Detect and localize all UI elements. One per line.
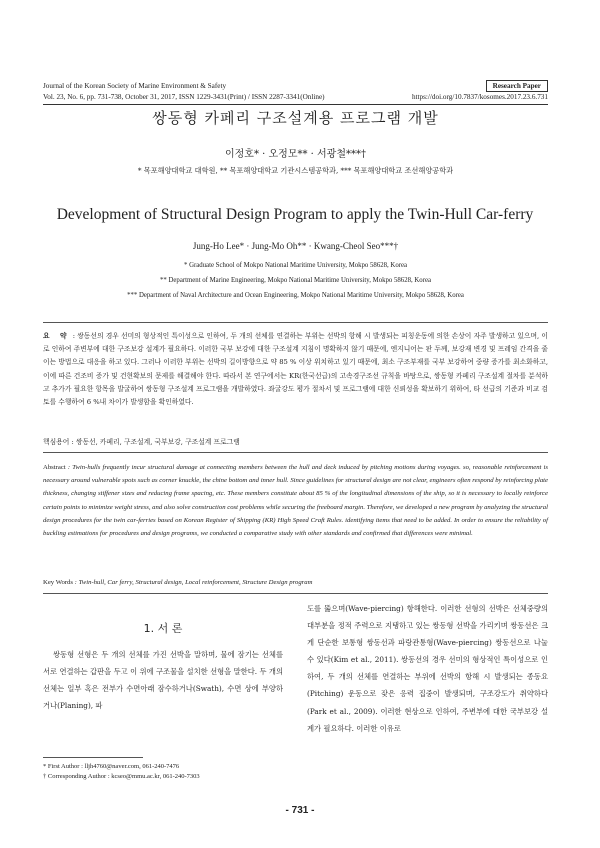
journal-name: Journal of the Korean Society of Marine Environment & Safety: [43, 82, 227, 90]
english-abstract: [43, 461, 548, 540]
english-affiliation-3: *** Department of Naval Architecture and Ocean Engineering, Mokpo National Maritime University, Mokpo 58628, Korea: [127, 292, 464, 299]
volume-info: Vol. 23, No. 6, pp. 731-738, October 31, 2017, ISSN 1229-3431(Print) / ISSN 2287-3341(Online): [43, 93, 325, 101]
doi-link[interactable]: https://doi.org/10.7837/kosomes.2017.23.6.731: [411, 93, 548, 101]
korean-keywords: [43, 437, 240, 447]
korean-abstract-text: : 쌍동선의 경우 선미의 형상적인 특이성으로 인하여, 두 개의 선체를 연결하는 부위는 선박의 항해 시 발생되는 피칭운동에 의한 손상이 자주 발생하고 있으며, 이로 인하여 주변부에 대한 구조보강 설계가 필요하다. 이러한 국부 보강에 대한 구조설계 지침이 명확하지 않기 때문에, 엔지니어는 판 두께, 보강재 변경 및 프레임 간격을 줄이는 방법으로 대응을 하고 있다. 그러나 이러한 부위는 선박의 길이방향으로 약 85 % 이상 위치하고 있기 때문에, 최소 구조부재를 국부 보강하여 중량 증가를 최소화하고, 이에 따른 건조비 증가 및 건현확보의 문제를 해결해야 한다. 따라서 본 연구에서는 KR(한국선급)의 고속경구조선 규칙을 바탕으로, 쌍동형 카페리 구조설계 절차를 분석하고 추가가 필요한 항목을 발굴하여 쌍동형 구조설계 프로그램을 개발하였다. 좌굴강도 평가 절차서 및 프로그램에 대한 신뢰성을 확보하기 위하여, 타 선급의 기준과 비교 검토를 수행하여 6 %내 차이가 발생함을 확인하였다.: [43, 332, 548, 407]
english-keywords: [43, 578, 312, 588]
english-title: Development of Structural Design Program to apply the Twin-Hull Car-ferry: [56, 206, 534, 223]
section-heading: 1. 서 론: [143, 622, 183, 635]
abstract-divider-bottom: [43, 593, 548, 594]
english-affiliation-2: ** Department of Marine Engineering, Mokpo National Maritime University, Mokpo 58628, Korea: [160, 277, 431, 284]
english-keywords-text: : Twin-hull, Car ferry, Structural design, Local reinforcement, Structure Design program: [74, 579, 313, 586]
korean-authors: 이정호* · 오정모** · 서광철***†: [224, 149, 366, 160]
korean-abstract: [43, 330, 548, 409]
english-authors: Jung-Ho Lee* · Jung-Mo Oh** · Kwang-Cheol Seo***†: [192, 241, 399, 251]
korean-keywords-text: : 쌍동선, 카페리, 구조설계, 국부보강, 구조설계 프로그램: [71, 438, 240, 446]
footnote-divider: [43, 757, 143, 758]
korean-affiliations: * 목포해양대학교 대학원, ** 목포해양대학교 기관시스템공학과, *** 목포해양대학교 조선해양공학과: [137, 166, 454, 175]
footnotes: [43, 762, 200, 782]
body-left-column: 쌍동형 선형은 두 개의 선체를 가진 선박을 말하며, 물에 잠기는 선체를 서로 연결하는 갑판을 두고 이 위에 구조물을 설치한 선형을 말한다. 두 개의 선체는 일부 혹은 전부가 수면아래 잠수하거나(Swath), 수면 상에 부양하거나(Planing), 파: [43, 650, 283, 711]
abstract-divider-top: [43, 322, 548, 323]
abstract-divider-middle: [43, 452, 548, 453]
korean-title: 쌍동형 카페리 구조설계용 프로그램 개발: [152, 109, 439, 127]
first-author-footnote: * First Author : lljh4760@naver.com, 061-240-7476: [43, 763, 180, 770]
header-divider: [43, 104, 548, 105]
korean-abstract-label: 요 약: [43, 332, 71, 340]
english-keywords-label: Key Words: [43, 579, 73, 586]
body-right-column: 도를 뚫으며(Wave-piercing) 항해한다. 이러한 선형의 선박은 선체중량의 대부분을 정적 주력으로 지탱하고 있는 쌍동형 선박을 가리키며 쌍동선은 크게 단순한 보통형 쌍동선과 파랑관통형(Wave-piercing) 쌍동선으로 나눌 수 있다(Kim et al., 2011). 쌍동선의 경우 선미의 형상적인 특이성으로 인하여, 두 개의 선체를 연결하는 부위에 선박의 항해 시 발생되는 종동요(Pitching) 운동으로 잦은 응력 집중이 발생되며, 구조강도가 취약하다(Park et al., 2009). 이러한 현상으로 인하여, 주변부에 대한 국부보강 설계가 필요하다. 이러한 이유로: [307, 604, 548, 733]
page-number: - 731 -: [285, 805, 315, 816]
english-affiliation-1: * Graduate School of Mokpo National Maritime University, Mokpo 58628, Korea: [183, 262, 408, 269]
korean-keywords-label: 핵심용어: [43, 438, 70, 446]
english-abstract-label: Abstract: [43, 464, 66, 471]
english-abstract-text: : Twin-hulls frequently incur structural damage at connecting members between the hull and deck induced by pitching motions during voyages. so, reasonable reinforcement is necessary around vulnerable spots such as corner knuckle, the chine bottom and inner hull. Since guidelines for structural design are not clear, engineers often respond by reinforcing plate thickness, changing stiffener sizes and reducing frame spacing, etc. These members constitute about 85 % of the longitudinal dimensions of the ship, so it is necessary to locally reinforce certain points to minimize weight stress, and also solve construction cost problems while securing the freeboard margin. Therefore, we developed a new program by analyzing the structural design procedures for the twin car-ferries based on Korean Register of Shipping (KR) High Speed Craft Rules. identifying items that need to be added. In order to ensure the reliability of buckling estimations for procedures and design programs, we conducted a comparative study with other standards and confirmed that differences were minimal.: [43, 464, 549, 538]
paper-type-badge: Research Paper: [486, 80, 548, 92]
corresponding-author-footnote: † Corresponding Author : kcseo@mmu.ac.kr, 061-240-7303: [43, 773, 200, 780]
